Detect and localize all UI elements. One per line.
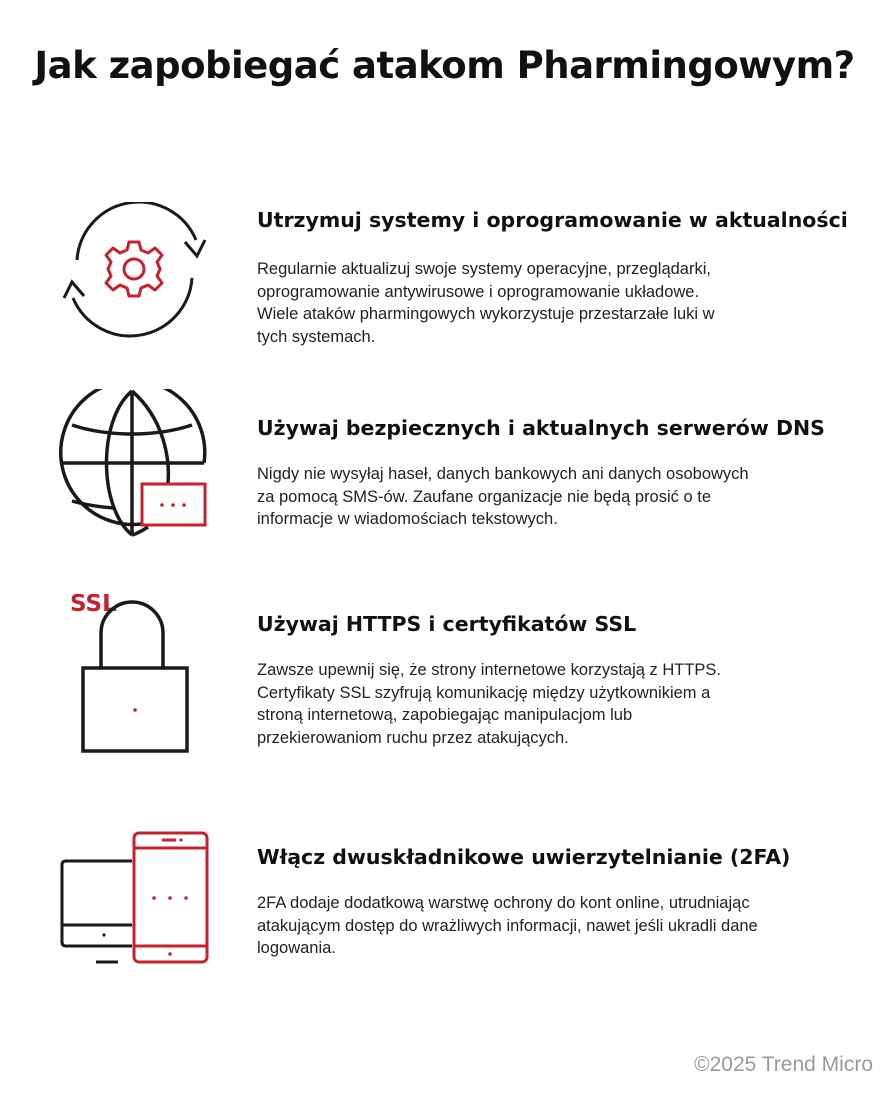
- description-line: Wiele ataków pharmingowych wykorzystuje przestarzałe luki w: [257, 305, 715, 323]
- description-line: Zawsze upewnij się, że strony internetowe korzystają z HTTPS.: [257, 661, 722, 679]
- description-line: 2FA dodaje dodatkową warstwę ochrony do kont online, utrudniając: [257, 894, 750, 912]
- item-description: [257, 659, 721, 749]
- ssl-label: SSL: [70, 591, 117, 617]
- item-heading: Włącz dwuskładnikowe uwierzytelnianie (2FA): [257, 845, 791, 869]
- description-line: Certyfikaty SSL szyfrują komunikację między użytkownikiem a: [257, 683, 711, 702]
- item-description: [257, 258, 715, 348]
- description-line: logowania.: [257, 939, 336, 957]
- item-heading: Używaj HTTPS i certyfikatów SSL: [257, 612, 637, 636]
- ssl-padlock-icon: [66, 587, 196, 757]
- description-line: informacje w wiadomościach tekstowych.: [257, 510, 558, 528]
- description-line: Nigdy nie wysyłaj haseł, danych bankowych ani danych osobowych: [257, 465, 749, 483]
- description-line: przekierowaniom ruchu przez atakujących.: [257, 728, 569, 747]
- description-line: tych systemach.: [257, 327, 376, 346]
- item-heading: Używaj bezpiecznych i aktualnych serwerów DNS: [257, 416, 825, 440]
- page-title: Jak zapobiegać atakom Pharmingowym?: [34, 44, 855, 87]
- copyright-footer: ©2025 Trend Micro: [694, 1053, 873, 1076]
- globe-dns-icon: [58, 389, 210, 541]
- description-line: atakującym dostęp do wrażliwych informacji, nawet jeśli ukradli dane: [257, 916, 758, 935]
- description-line: stroną internetową, zapobiegając manipulacjom lub: [257, 706, 633, 724]
- item-description: [257, 463, 749, 531]
- item-description: [257, 892, 758, 960]
- refresh-gear-icon: [58, 202, 210, 338]
- description-line: Regularnie aktualizuj swoje systemy operacyjne, przeglądarki,: [257, 260, 711, 278]
- item-heading: Utrzymuj systemy i oprogramowanie w aktualności: [257, 208, 848, 232]
- two-factor-devices-icon: [58, 830, 213, 968]
- description-line: za pomocą SMS-ów. Zaufane organizacje nie będą prosić o te: [257, 487, 712, 506]
- description-line: oprogramowanie antywirusowe i oprogramowanie układowe.: [257, 282, 700, 301]
